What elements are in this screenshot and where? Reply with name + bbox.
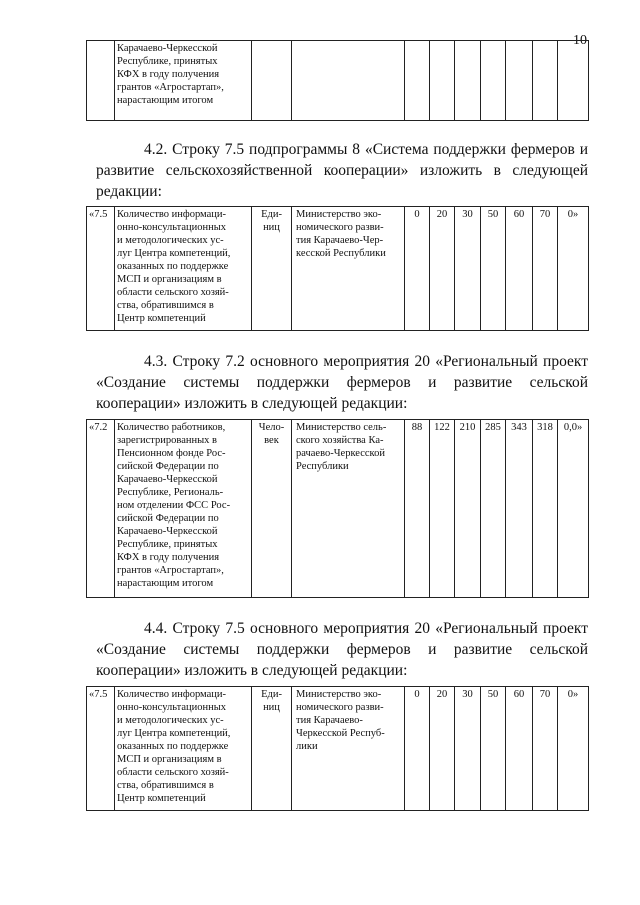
table-row	[87, 687, 589, 811]
table-row-4-3	[86, 419, 589, 598]
table-row	[87, 41, 589, 121]
value-cell: 0	[405, 687, 430, 811]
value-cell	[430, 41, 455, 121]
value-cell: 60	[506, 687, 533, 811]
code-cell: «7.2	[87, 420, 115, 598]
value-cell: 0»	[558, 207, 589, 331]
code-cell: «7.5	[87, 687, 115, 811]
table-fragment-top	[86, 40, 589, 121]
value-cell: 20	[430, 687, 455, 811]
paragraph-4-4: 4.4. Строку 7.5 основного мероприятия 20 «Региональный проект «Создание системы поддержки фермеров и развитие сельской кооперации» изложить в следующей редакции:	[96, 620, 588, 679]
value-cell: 122	[430, 420, 455, 598]
name-cell: Количество работников, зарегистрированных в Пенсионном фонде Рос- сийской Федерации по Карачаево-Черкесской Республике, Региональ- ном отделении ФСС Рос- сийской Федерации по Карачаево-Черкесской Республике, принятых КФХ в году получения грантов «Агростартап», нарастающим итогом	[115, 420, 252, 598]
value-cell: 50	[481, 687, 506, 811]
value-cell: 60	[506, 207, 533, 331]
responsible-cell: Министерство эко- номического разви- тия Карачаево-Чер- кесской Республики	[292, 207, 405, 331]
value-cell: 318	[533, 420, 558, 598]
value-cell: 20	[430, 207, 455, 331]
value-cell	[558, 41, 589, 121]
table-row	[87, 420, 589, 598]
value-cell: 0	[405, 207, 430, 331]
value-cell	[506, 41, 533, 121]
responsible-cell: Министерство сель- ского хозяйства Ка- рачаево-Черкесской Республики	[292, 420, 405, 598]
value-cell: 88	[405, 420, 430, 598]
unit-cell: Чело- век	[252, 420, 292, 598]
table-row-4-2	[86, 206, 589, 331]
value-cell	[405, 41, 430, 121]
value-cell: 0,0»	[558, 420, 589, 598]
value-cell: 0»	[558, 687, 589, 811]
name-cell: Количество информаци- онно-консультационных и методологических ус- луг Центра компетенций, оказанных по поддержке МСП и организациям в области сельского хозяй- ства, обратившимся в Центр компетенций	[115, 207, 252, 331]
value-cell: 70	[533, 207, 558, 331]
value-cell: 50	[481, 207, 506, 331]
value-cell: 30	[455, 687, 481, 811]
unit-cell: Еди- ниц	[252, 207, 292, 331]
table-row	[87, 207, 589, 331]
paragraph-4-2: 4.2. Строку 7.5 подпрограммы 8 «Система поддержки фермеров и развитие сельскохозяйственной кооперации» изложить в следующей редакции:	[96, 141, 588, 200]
code-cell: «7.5	[87, 207, 115, 331]
table-row-4-4	[86, 686, 589, 811]
unit-cell	[252, 41, 292, 121]
value-cell: 30	[455, 207, 481, 331]
responsible-cell: Министерство эко- номического разви- тия Карачаево- Черкесской Респуб- лики	[292, 687, 405, 811]
code-cell	[87, 41, 115, 121]
value-cell: 70	[533, 687, 558, 811]
unit-cell: Еди- ниц	[252, 687, 292, 811]
name-cell: Количество информаци- онно-консультационных и методологических ус- луг Центра компетенций, оказанных по поддержке МСП и организациям в области сельского хозяй- ства, обратившимся в Центр компетенций	[115, 687, 252, 811]
responsible-cell	[292, 41, 405, 121]
value-cell: 343	[506, 420, 533, 598]
value-cell	[533, 41, 558, 121]
name-cell: Карачаево-Черкесской Республике, принятых КФХ в году получения грантов «Агростартап», нарастающим итогом	[115, 41, 252, 121]
value-cell: 285	[481, 420, 506, 598]
value-cell	[455, 41, 481, 121]
page-number: 10	[573, 33, 587, 48]
value-cell	[481, 41, 506, 121]
paragraph-4-3: 4.3. Строку 7.2 основного мероприятия 20 «Региональный проект «Создание системы поддержки фермеров и развитие сельской кооперации» изложить в следующей редакции:	[96, 353, 588, 412]
value-cell: 210	[455, 420, 481, 598]
